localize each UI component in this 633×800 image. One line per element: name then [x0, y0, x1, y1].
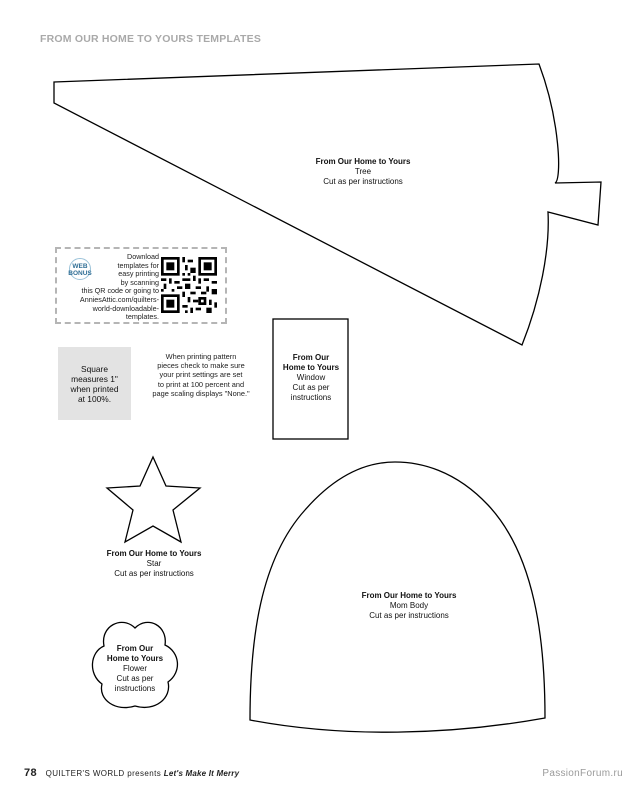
watermark: PassionForum.ru — [542, 768, 623, 779]
qr-code-icon[interactable] — [161, 257, 217, 313]
publication-title: Let's Make It Merry — [163, 769, 240, 778]
print-note-line: to print at 100 percent and — [157, 379, 245, 389]
window-instruction-line1: Cut as per — [292, 383, 330, 392]
print-note-line: your print settings are set — [159, 370, 243, 380]
print-settings-note — [147, 352, 255, 398]
window-name: Window — [296, 373, 326, 382]
square-note-line: measures 1" — [71, 374, 118, 384]
mom-body-instruction: Cut as per instructions — [369, 611, 449, 620]
tree-name: Tree — [354, 167, 372, 176]
web-bonus-line: this QR code or going to — [81, 286, 159, 296]
tree-title: From Our Home to Yours — [315, 157, 411, 166]
web-bonus-link[interactable]: AnniesAttic.com/quilters- — [79, 294, 159, 304]
web-bonus-line: Download — [127, 252, 159, 261]
page-number: 78 — [24, 767, 38, 779]
star-template-outline — [107, 457, 200, 542]
window-title-line2: Home to Yours — [282, 363, 340, 372]
star-name: Star — [146, 559, 162, 568]
square-note-line: Square — [80, 364, 108, 374]
web-bonus-link[interactable]: templates. — [125, 312, 159, 322]
star-instruction: Cut as per instructions — [114, 569, 194, 578]
window-title-line1: From Our — [292, 353, 330, 362]
web-bonus-line: templates for — [117, 260, 159, 270]
tree-label — [293, 157, 433, 187]
web-bonus-badge-line2: BONUS — [68, 270, 92, 277]
square-note-line: when printed — [70, 384, 119, 394]
magazine-name: QUILTER'S WORLD presents — [45, 769, 162, 778]
web-bonus-box — [55, 247, 227, 324]
print-note-line: page scaling displays "None." — [152, 388, 250, 398]
flower-instruction-line2: instructions — [114, 684, 156, 693]
flower-instruction-line1: Cut as per — [116, 674, 154, 683]
web-bonus-link[interactable]: world-downloadable- — [92, 303, 159, 313]
page-footer — [24, 767, 239, 779]
calibration-square — [58, 347, 131, 420]
window-instruction-line2: instructions — [290, 393, 332, 402]
web-bonus-line: by scanning — [120, 277, 159, 287]
print-note-line: pieces check to make sure — [157, 361, 245, 371]
print-note-line: When printing pattern — [165, 352, 237, 361]
web-bonus-badge-line1: WEB — [72, 263, 88, 270]
mom-body-name: Mom Body — [389, 601, 429, 610]
mom-body-title: From Our Home to Yours — [361, 591, 457, 600]
star-label — [84, 549, 224, 579]
tree-instruction: Cut as per instructions — [323, 177, 403, 186]
mom-body-label — [339, 591, 479, 621]
flower-title-line2: Home to Yours — [106, 654, 164, 663]
flower-label — [95, 644, 175, 694]
page-header: FROM OUR HOME TO YOURS TEMPLATES — [40, 33, 262, 45]
flower-name: Flower — [122, 664, 147, 673]
web-bonus-text — [57, 253, 159, 322]
flower-title-line1: From Our — [116, 644, 154, 653]
window-label — [275, 353, 347, 403]
star-title: From Our Home to Yours — [106, 549, 202, 558]
square-note-line: at 100%. — [77, 394, 112, 404]
web-bonus-line: easy printing — [118, 269, 159, 279]
